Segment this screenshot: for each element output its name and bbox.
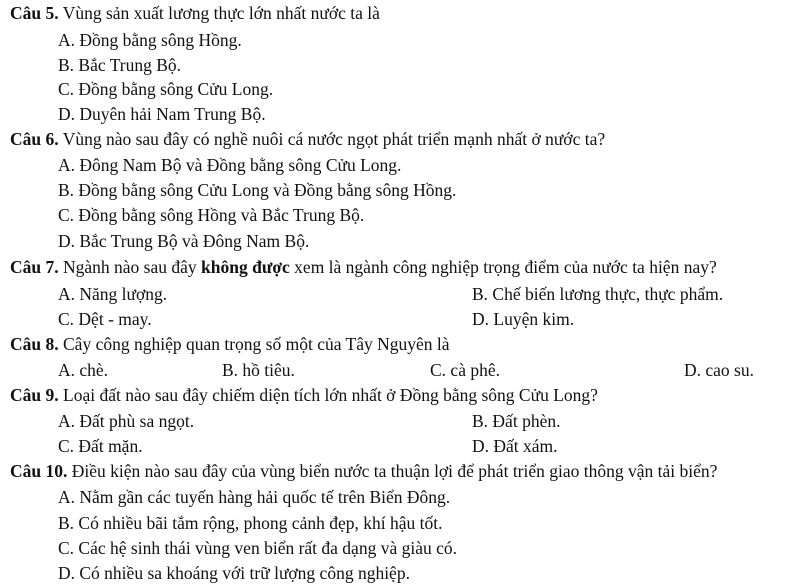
question-7-option-b: B. Chế biến lương thực, thực phẩm. (472, 284, 724, 304)
question-5-option-b: B. Bắc Trung Bộ. (58, 55, 182, 75)
question-number: Câu 8. (10, 334, 59, 354)
question-text: Loại đất nào sau đây chiếm diện tích lớn nhất ở Đồng bằng sông Cửu Long? (63, 385, 598, 405)
question-text: Vùng nào sau đây có nghề nuôi cá nước ngọt phát triển mạnh nhất ở nước ta? (62, 129, 606, 149)
question-9-option-a: A. Đất phù sa ngọt. (58, 411, 195, 431)
question-10-option-d: D. Có nhiều sa khoáng với trữ lượng công nghiệp. (58, 563, 410, 583)
question-6-option-c: C. Đồng bằng sông Hồng và Bắc Trung Bộ. (58, 205, 365, 225)
question-text-pre: Ngành nào sau đây (63, 257, 197, 277)
question-8-option-b: B. hồ tiêu. (222, 360, 295, 380)
question-9-option-c: C. Đất mặn. (58, 436, 143, 456)
question-8-stem (10, 333, 450, 355)
question-number: Câu 6. (10, 129, 59, 149)
question-5-option-c: C. Đồng bằng sông Cửu Long. (58, 79, 274, 99)
question-10-option-b: B. Có nhiều bãi tắm rộng, phong cảnh đẹp, khí hậu tốt. (58, 513, 443, 533)
question-9-option-d: D. Đất xám. (472, 436, 558, 456)
question-text: Vùng sản xuất lương thực lớn nhất nước ta là (62, 3, 380, 23)
question-text-post: xem là ngành công nghiệp trọng điểm của nước ta hiện nay? (294, 257, 717, 277)
question-9-stem (10, 384, 598, 406)
question-number: Câu 10. (10, 461, 68, 481)
question-10-option-a: A. Nằm gần các tuyến hàng hải quốc tế trên Biển Đông. (58, 487, 451, 507)
question-8-option-d: D. cao su. (684, 360, 754, 380)
question-number: Câu 7. (10, 257, 59, 277)
question-5-option-a: A. Đồng bằng sông Hồng. (58, 30, 242, 50)
question-6-option-d: D. Bắc Trung Bộ và Đông Nam Bộ. (58, 231, 310, 251)
question-9-option-b: B. Đất phèn. (472, 411, 561, 431)
question-6-option-a: A. Đông Nam Bộ và Đồng bằng sông Cửu Long. (58, 155, 402, 175)
question-5-stem (10, 2, 380, 24)
question-6-option-b: B. Đồng bằng sông Cửu Long và Đồng bằng sông Hồng. (58, 180, 457, 200)
question-10-option-c: C. Các hệ sinh thái vùng ven biển rất đa dạng và giàu có. (58, 538, 457, 558)
question-10-stem (10, 460, 717, 482)
question-6-stem (10, 128, 605, 150)
question-text: Điều kiện nào sau đây của vùng biển nước ta thuận lợi để phát triển giao thông vận tải biển? (71, 461, 718, 481)
question-7-stem (10, 256, 717, 278)
question-number: Câu 5. (10, 3, 59, 23)
question-text-emphasis: không được (201, 257, 290, 277)
question-7-option-c: C. Dệt - may. (58, 309, 152, 329)
question-number: Câu 9. (10, 385, 59, 405)
question-7-option-d: D. Luyện kim. (472, 309, 575, 329)
question-7-option-a: A. Năng lượng. (58, 284, 168, 304)
question-8-option-c: C. cà phê. (430, 360, 500, 380)
question-5-option-d: D. Duyên hải Nam Trung Bộ. (58, 104, 266, 124)
question-text: Cây công nghiệp quan trọng số một của Tây Nguyên là (63, 334, 450, 354)
question-8-option-a: A. chè. (58, 360, 109, 380)
